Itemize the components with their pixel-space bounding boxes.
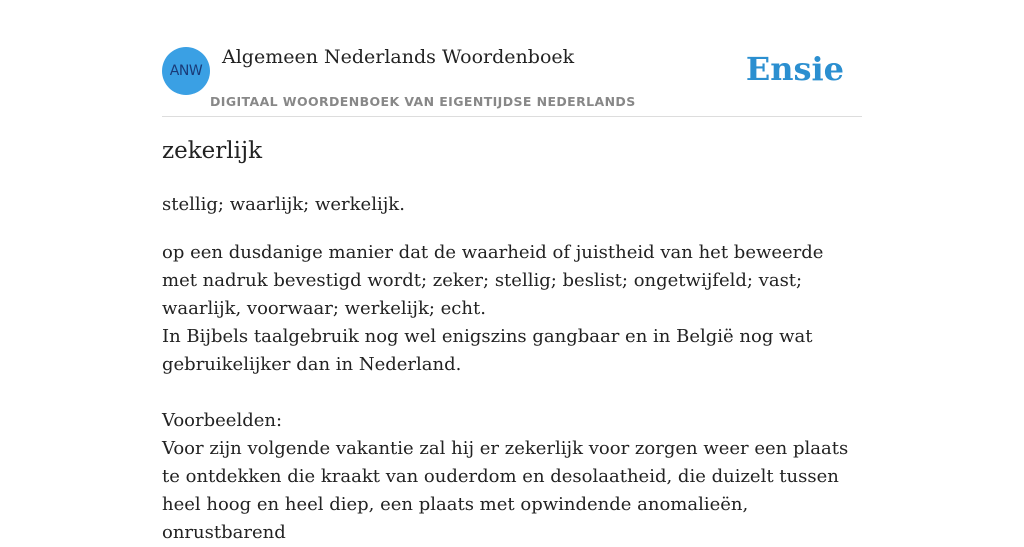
entry-example: Voor zijn volgende vakantie zal hij er zekerlijk voor zorgen weer een plaats te ontdekken die kraakt van ouderdom en desolaatheid, die duizelt tussen heel hoog en heel diep, een plaats met opwindende anomalieën, onrustbarend: [162, 438, 849, 543]
entry-synonyms: stellig; waarlijk; werkelijk.: [162, 194, 405, 215]
anw-logo-text: ANW: [169, 63, 203, 79]
anw-logo[interactable]: [162, 47, 210, 95]
spacer: [162, 379, 862, 407]
site-title[interactable]: Algemeen Nederlands Woordenboek: [222, 46, 575, 68]
site-header: [162, 40, 862, 117]
site-subtitle: DIGITAAL WOORDENBOEK VAN EIGENTIJDSE NEDERLANDS: [210, 94, 636, 109]
ensie-logo[interactable]: Ensie: [745, 50, 844, 88]
entry-headword: zekerlijk: [162, 138, 263, 164]
entry-definition: op een dusdanige manier dat de waarheid of juistheid van het beweerde met nadruk bevestigd wordt; zeker; stellig; beslist; ongetwijfeld; vast; waarlijk, voorwaar; werkelijk; echt.: [162, 242, 824, 319]
entry-usage-note: In Bijbels taalgebruik nog wel enigszins gangbaar en in België nog wat gebruikelijker dan in Nederland.: [162, 326, 813, 375]
examples-label: Voorbeelden:: [162, 410, 283, 431]
entry-definition-block: [162, 239, 862, 547]
